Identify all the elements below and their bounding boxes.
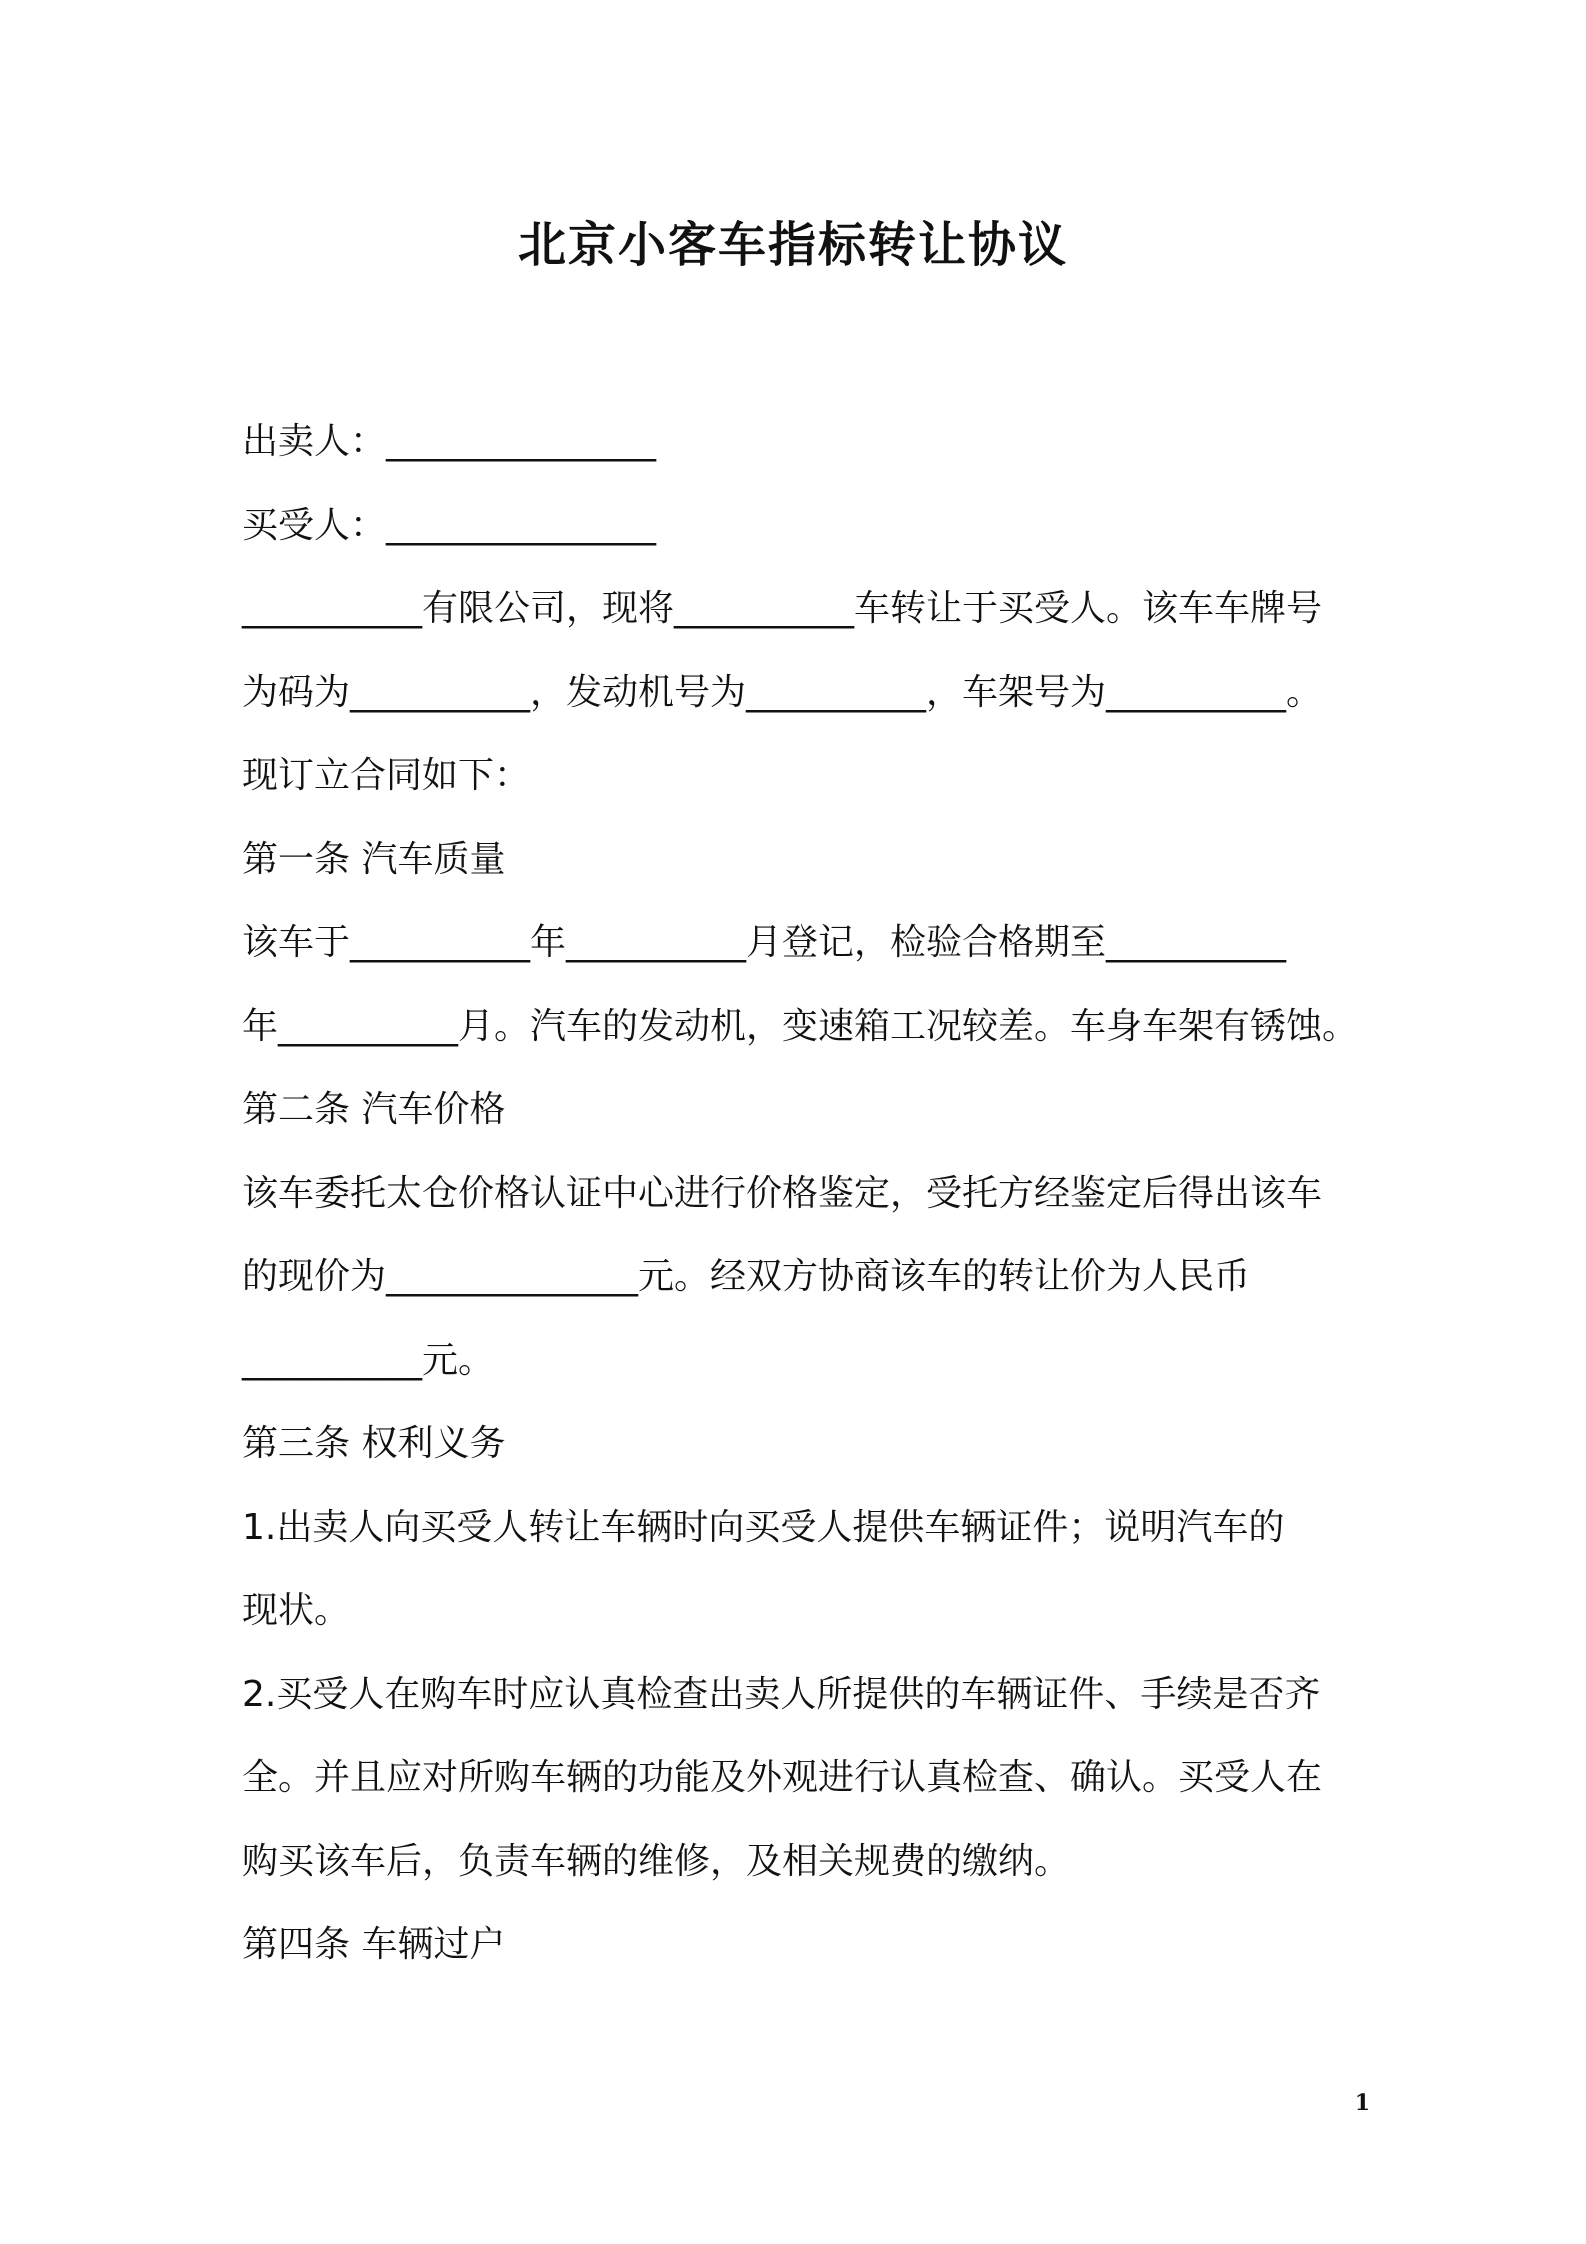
intro-line-1: __________有限公司，现将__________车转让于买受人。该车车牌号 [242, 588, 1323, 629]
article-2-heading: 第二条 汽车价格 [242, 1089, 506, 1130]
article-3-item-2-line-2: 全。并且应对所购车辆的功能及外观进行认真检查、确认。买受人在 [242, 1757, 1323, 1798]
article-3-item-1-line-1: 1.出卖人向买受人转让车辆时向买受人提供车辆证件；说明汽车的 [242, 1506, 1285, 1548]
intro-line-2: 为码为__________，发动机号为__________，车架号为__________。 [242, 671, 1323, 713]
article-1-heading: 第一条 汽车质量 [242, 838, 506, 880]
seller-line: 出卖人：_______________ [242, 421, 657, 462]
page-number: 1 [1354, 2090, 1370, 2116]
article-2-text-3: __________元。 [242, 1339, 495, 1381]
article-4-heading: 第四条 车辆过户 [242, 1924, 506, 1965]
article-3-heading: 第三条 权利义务 [242, 1423, 506, 1464]
article-1-text-1: 该车于__________年__________月登记，检验合格期至__________ [242, 922, 1287, 963]
buyer-line: 买受人：_______________ [242, 504, 657, 546]
article-3-item-2-line-3: 购买该车后，负责车辆的维修，及相关规费的缴纳。 [242, 1840, 1071, 1882]
article-2-text-1: 该车委托太仓价格认证中心进行价格鉴定，受托方经鉴定后得出该车 [242, 1172, 1323, 1214]
document-title: 北京小客车指标转让协议 [517, 217, 1068, 273]
article-3-item-2-line-1: 2.买受人在购车时应认真检查出卖人所提供的车辆证件、手续是否齐 [242, 1673, 1321, 1715]
article-1-text-2: 年__________月。汽车的发动机，变速箱工况较差。车身车架有锈蚀。 [242, 1005, 1359, 1047]
intro-line-3: 现订立合同如下： [242, 755, 531, 796]
document-body [242, 400, 1362, 1987]
article-3-item-1-line-2: 现状。 [242, 1590, 351, 1631]
article-2-text-2: 的现价为______________元。经双方协商该车的转让价为人民币 [242, 1256, 1251, 1297]
